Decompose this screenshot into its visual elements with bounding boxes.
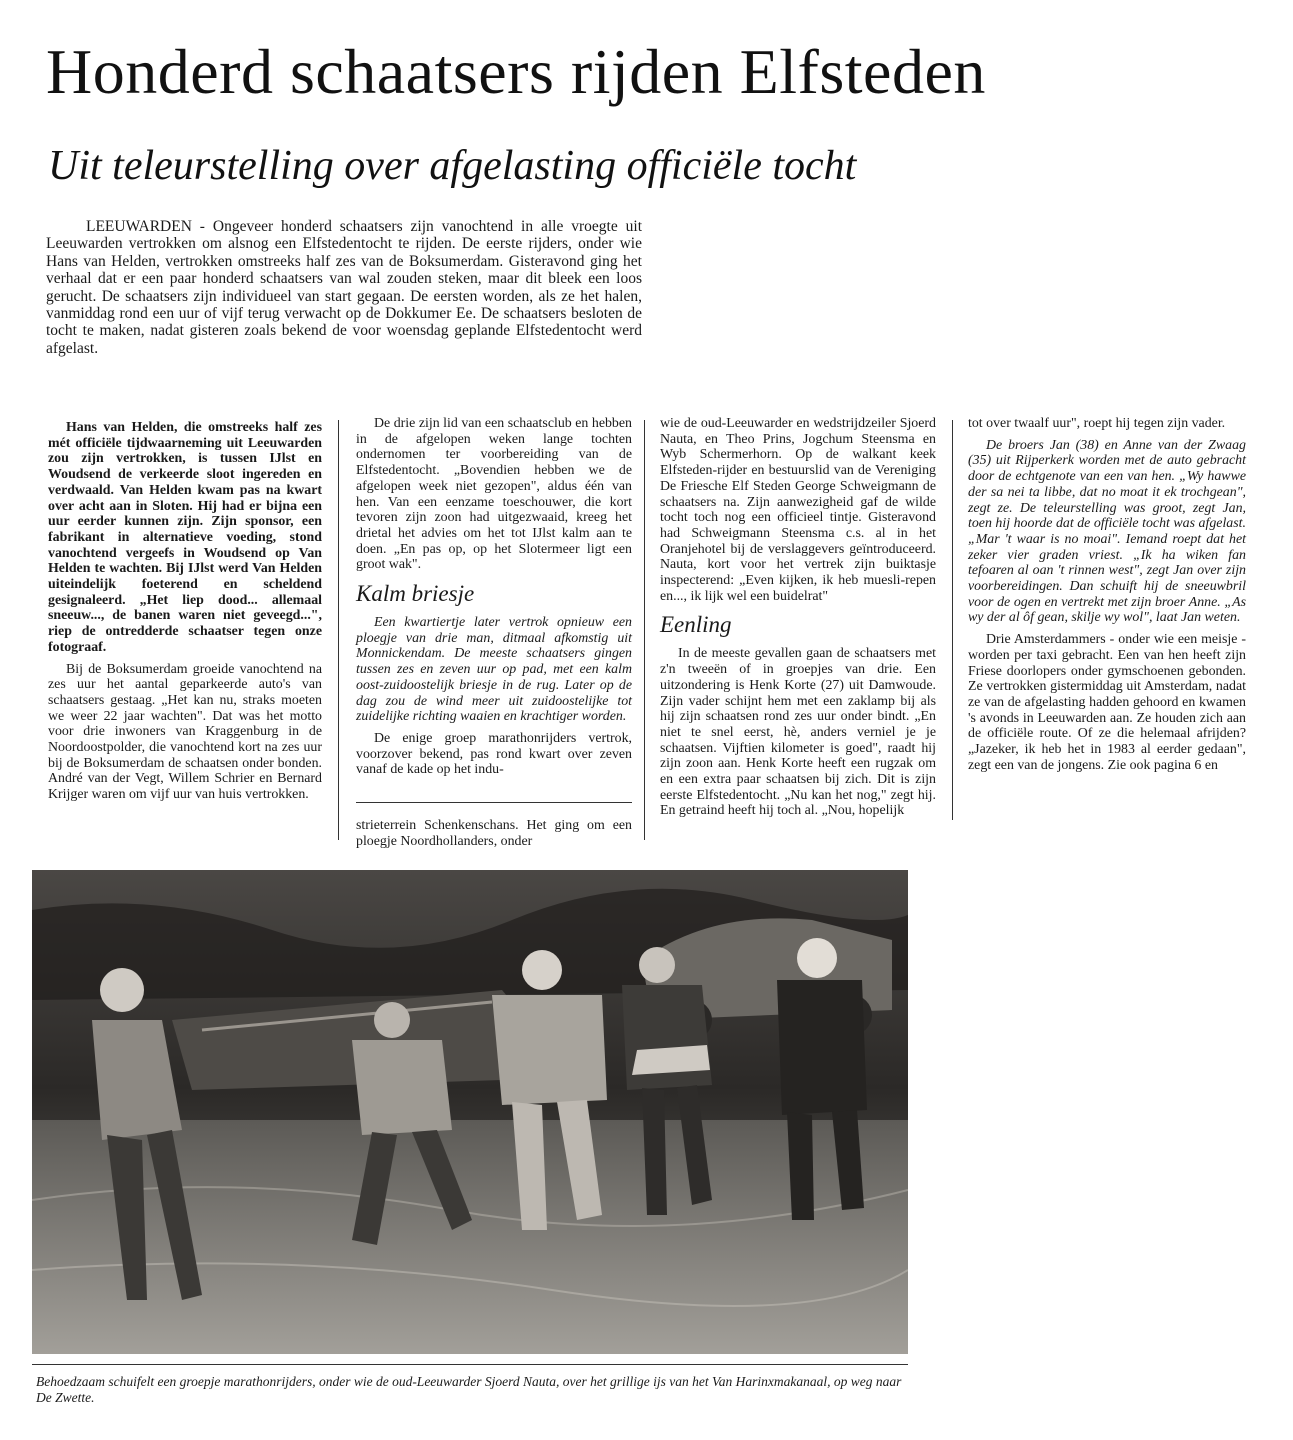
lead-text: Ongeveer honderd schaatsers zijn vanochtend in alle vroegte uit Leeuwarden vertrokken om alsnog een Elfstedentocht te rijden. De eerste rijders, onder wie Hans van Helden, vertrokken omstreeks half zes van de Boksumerdam. Gisteravond ging het verhaal dat er een paar honderd schaatsers van wal zouden steken, maar dit bleek een loos gerucht. De schaatsers zijn individueel van start gegaan. De eersten worden, als ze het halen, vanmiddag rond een uur of vijf terug verwacht op de Dokkumer Ee. De schaatsers besloten de tocht te maken, nadat gisteren zoals bekend de voor woensdag geplande Elfstedentocht werd afgelast.	[46, 218, 643, 357]
caption-rule	[32, 1364, 908, 1365]
article-column-4	[968, 416, 1246, 779]
column-break-rule	[356, 802, 632, 803]
article-column-2-continued: strieterrein Schenkenschans. Het ging om een ploegje Noordhollanders, onder	[356, 818, 632, 849]
article-column-1	[48, 420, 322, 809]
article-paragraph: wie de oud-Leeuwarder en wedstrijdzeiler Sjoerd Nauta, en Theo Prins, Jogchum Steensma en Wyb Schermerhorn. Op de walkant keek Elfsteden-rijder en bestuurslid van de Vereniging De Friesche Elf Steden George Schweigmann de schaatsers na. Zijn aanwezigheid gaf de wilde tocht toch nog een officieel tintje. Gisteravond had Schweigmann Steensma c.s. al in het Oranjehotel bij de verslaggevers geïntroduceerd. Nauta, kort voor het vertrek zijn buiktasje inspecterend: „Even kijken, ik heb muesli-repen en..., ik lijk wel een buidelrat"	[660, 416, 936, 604]
article-paragraph: De enige groep marathonrijders vertrok, voorzover bekend, pas rond kwart over zeven vanaf de kade op het indu-	[356, 730, 632, 778]
subheadline: Uit teleurstelling over afgelasting officiële tocht	[48, 143, 857, 189]
article-paragraph: tot over twaalf uur", roept hij tegen zijn vader.	[968, 416, 1226, 431]
skaters-photo	[32, 870, 908, 1354]
subhead-kalm-briesje: Kalm briesje	[356, 581, 475, 607]
column-rule	[338, 420, 339, 840]
photo-caption: Behoedzaam schuifelt een groepje marathonrijders, onder wie de oud-Leeuwarder Sjoerd Nauta, over het grillige ijs van het Van Harinxmakanaal, op weg naar De Zwette.	[36, 1374, 902, 1405]
column-rule	[644, 420, 645, 840]
article-paragraph: Bij de Boksumerdam groeide vanochtend na zes uur het aantal geparkeerde auto's van schaatsers gestaag. „Het kan nu, straks moeten we weer 22 jaar wachten". Dat was het motto voor drie inwoners van Kraggenburg in de Noordoostpolder, die vanochtend kort na zes uur bij de Boksumerdam de schaatsen onder bonden. André van der Vegt, Willem Schrier en Bernard Krijger waren om vijf uur van huis vertrokken.	[48, 661, 322, 803]
article-paragraph: In de meeste gevallen gaan de schaatsers met z'n tweeën of in groepjes van drie. Een uitzondering is Henk Korte (27) uit Damwoude. Zijn vader schijnt hem met een zaklamp bij als hij zijn schaatsen rond zes uur onder bindt. „En niet te snel eerst, hè, anders verniel je je schaatsen. Vijftien kilometer is goed", raadt hij zijn zoon aan. Henk Korte heeft een rugzak om en een extra paar schaatsen bij zich. Dit is zijn eerste Elfstedentocht. „Nu kan het nog," zegt hij. En getraind heeft hij toch al. „Nou, hopelijk	[660, 646, 936, 819]
article-column-3	[660, 416, 936, 825]
article-paragraph: Een kwartiertje later vertrok opnieuw een ploegje van drie man, ditmaal afkomstig uit Monnickendam. De meeste schaatsers gingen tussen zes en zeven uur op pad, met een kalm oost-zuidoostelijk briesje in de rug. Later op de dag zou de wind meer uit zuidoostelijke tot zuidelijke richting waaien en krachtiger worden.	[356, 615, 632, 725]
article-paragraph: De drie zijn lid van een schaatsclub en hebben in de afgelopen weken lange tochten ondernomen ter voorbereiding van de Elfstedentocht. „Bovendien hebben we de afgelopen week niet gezopen", aldus één van hen. Van een eenzame toeschouwer, die kort tevoren zijn zoon had uitgezwaaid, kreeg het drietal het advies om het tot IJlst kalm aan te doen. „En pas op, op het Slotermeer ligt een groot wak".	[356, 416, 632, 573]
column-rule	[952, 420, 953, 820]
article-paragraph: Drie Amsterdammers - onder wie een meisje - worden per taxi gebracht. Een van hen heeft zijn Friese doorlopers onder gymschoenen gebonden. Ze vertrokken gistermiddag uit Amsterdam, nadat ze van de afgelasting hadden gehoord en kwamen 's avonds in Leeuwarden aan. Ze houden zich aan de officiële route. Of ze die helemaal afrijden? „Jazeker, ik heb het in 1983 al eerder gedaan", zegt een van de jongens. Zie ook pagina 6 en	[968, 632, 1246, 773]
headline: Honderd schaatsers rijden Elfsteden	[46, 36, 986, 107]
article-column-2	[356, 416, 632, 784]
subhead-eenling: Eenling	[660, 612, 732, 638]
dateline: LEEUWARDEN -	[86, 218, 205, 235]
lead-paragraph	[46, 218, 642, 357]
article-paragraph: De broers Jan (38) en Anne van der Zwaag (35) uit Rijperkerk worden met de auto gebracht door de echtgenote van een van hen. „Wy hawwe der sa nei ta libbe, dat no moat it ek trochgean", zegt ze. De teleurstelling was groot, zegt Jan, toen hij hoorde dat de officiële tocht was afgelast. „Mar 't waar is no moai". Iemand roept dat het zeker vier graden vriest. „Ik ha wiken fan tefoaren al oan 't rinnen west", zegt Jan over zijn voorbereidingen. Dan schuift hij de sneeuwbril voor de ogen en vertrekt met zijn broer Anne. „As wy der al ôf gean, skilje wy wol", laat Jan weten.	[968, 437, 1246, 626]
article-paragraph: Hans van Helden, die omstreeks half zes mét officiële tijdwaarneming uit Leeuwarden zou zijn vertrokken, is tussen IJlst en Woudsend de verkeerde sloot ingereden en verdwaald. Van Helden kwam pas na kwart over acht aan in Sloten. Hij had er bijna een uur eerder kunnen zijn. Zijn sponsor, een fabrikant in alternatieve voeding, stond vanochtend vergeefs in Woudsend op Van Helden te wachten. Bij IJlst werd Van Helden uiteindelijk foeterend en scheldend gesignaleerd. „Het liep dood... allemaal sneeuw..., de banen waren niet geveegd...", riep de ontredderde schaatser tegen onze fotograaf.	[48, 420, 322, 655]
